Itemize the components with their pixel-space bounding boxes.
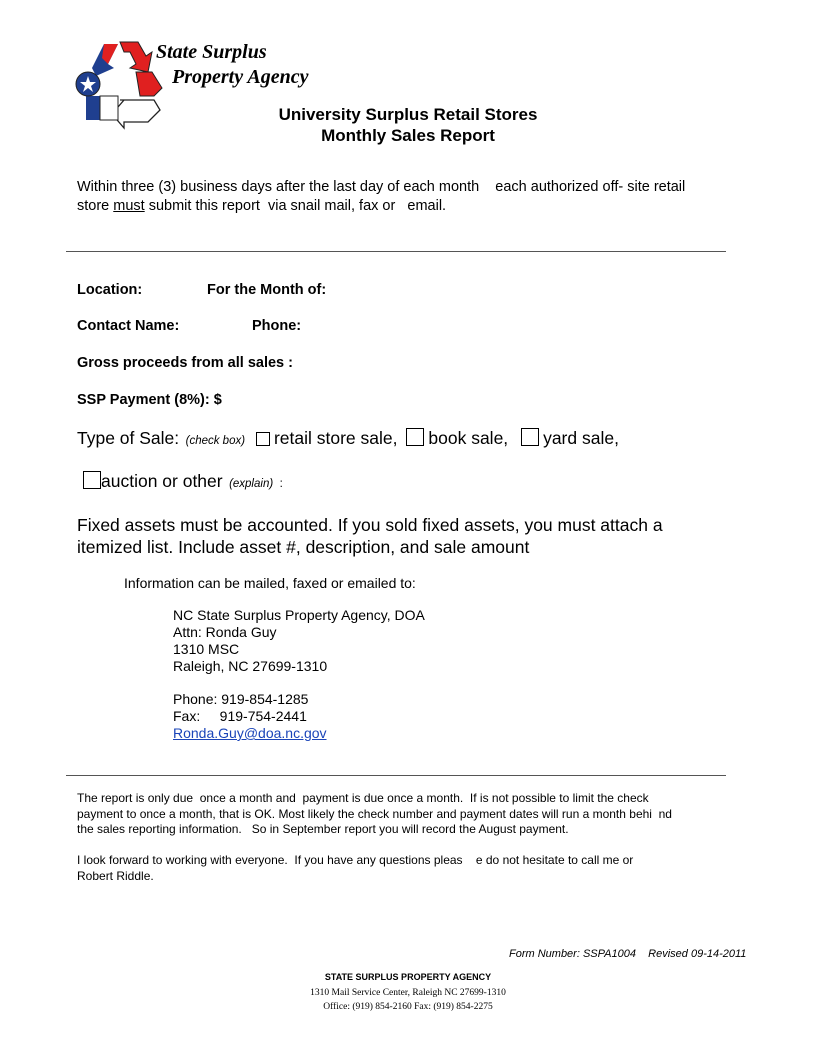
intro-paragraph xyxy=(77,178,685,216)
footer-address: 1310 Mail Service Center, Raleigh NC 27699-1310 xyxy=(310,988,506,998)
intro-line2-start: store xyxy=(77,198,114,214)
address-line: Attn: Ronda Guy xyxy=(173,624,277,640)
month-label: For the Month of: xyxy=(207,282,327,298)
address-line: Raleigh, NC 27699-1310 xyxy=(173,658,328,674)
location-label: Location: xyxy=(77,282,143,298)
explain-hint: (explain) xyxy=(229,478,274,490)
contact-numbers xyxy=(173,691,327,742)
footer-agency: STATE SURPLUS PROPERTY AGENCY xyxy=(324,972,492,982)
divider-bottom xyxy=(66,775,726,776)
fixed-assets-line1: Fixed assets must be accounted. If you sold fixed assets, you must attach a xyxy=(77,515,663,535)
note-paragraph-1 xyxy=(77,791,672,838)
sale-type-label: Type of Sale: xyxy=(77,428,180,448)
note-paragraph-2 xyxy=(77,853,633,884)
intro-line1: Within three (3) business days after the last day of each month each authorized off- site retail xyxy=(77,179,686,195)
yard-sale-option: yard sale, xyxy=(543,428,619,448)
ssp-payment-label: SSP Payment (8%): $ xyxy=(77,392,222,408)
phone-label: Phone: xyxy=(252,318,302,334)
intro-line2-end: submit this report via snail mail, fax or email. xyxy=(144,198,447,214)
sale-type-row xyxy=(77,428,619,449)
auction-row xyxy=(83,471,283,492)
fixed-assets-line2: itemized list. Include asset #, description, and sale amount xyxy=(77,537,530,557)
check-box-hint: (check box) xyxy=(185,435,246,447)
retail-store-checkbox[interactable] xyxy=(256,432,270,446)
contact-name-label: Contact Name: xyxy=(77,318,180,334)
email-link[interactable]: Ronda.Guy@doa.nc.gov xyxy=(173,725,327,741)
book-sale-option: book sale, xyxy=(428,428,509,448)
fax-number: Fax: 919-754-2441 xyxy=(173,708,307,724)
auction-option: auction or other xyxy=(101,471,223,491)
note-line: the sales reporting information. So in September report you will record the August payment. xyxy=(77,822,569,836)
agency-name-line2: Property Agency xyxy=(172,66,309,88)
yard-sale-checkbox[interactable] xyxy=(521,428,539,446)
gross-proceeds-label: Gross proceeds from all sales : xyxy=(77,355,293,371)
phone-number: Phone: 919-854-1285 xyxy=(173,691,309,707)
mailing-address xyxy=(173,607,425,675)
footer-phone: Office: (919) 854-2160 Fax: (919) 854-2275 xyxy=(323,1002,493,1012)
address-line: NC State Surplus Property Agency, DOA xyxy=(173,607,425,623)
mail-info-intro: Information can be mailed, faxed or emailed to: xyxy=(124,575,416,591)
intro-line2 xyxy=(77,197,685,216)
explain-colon: : xyxy=(279,478,283,490)
intro-emphasis: must xyxy=(113,198,145,214)
note-line: Robert Riddle. xyxy=(77,868,154,883)
address-line: 1310 MSC xyxy=(173,641,240,657)
note-line: I look forward to working with everyone. If you have any questions pleas e do not hesitate to call me or xyxy=(77,853,634,867)
book-sale-checkbox[interactable] xyxy=(406,428,424,446)
report-title-line2: Monthly Sales Report xyxy=(321,126,495,145)
note-line: The report is only due once a month and payment is due once a month. If is not possible to limit the check xyxy=(77,791,649,805)
auction-checkbox[interactable] xyxy=(83,471,101,489)
retail-store-option: retail store sale, xyxy=(273,428,398,448)
note-line: payment to once a month, that is OK. Most likely the check number and payment dates will run a month behi nd xyxy=(77,806,672,821)
form-number: Form Number: SSPA1004 Revised 09-14-2011 xyxy=(509,948,747,960)
report-title-line1: University Surplus Retail Stores xyxy=(278,105,538,124)
agency-name-line1: State Surplus xyxy=(156,41,267,63)
divider-top xyxy=(66,251,726,252)
